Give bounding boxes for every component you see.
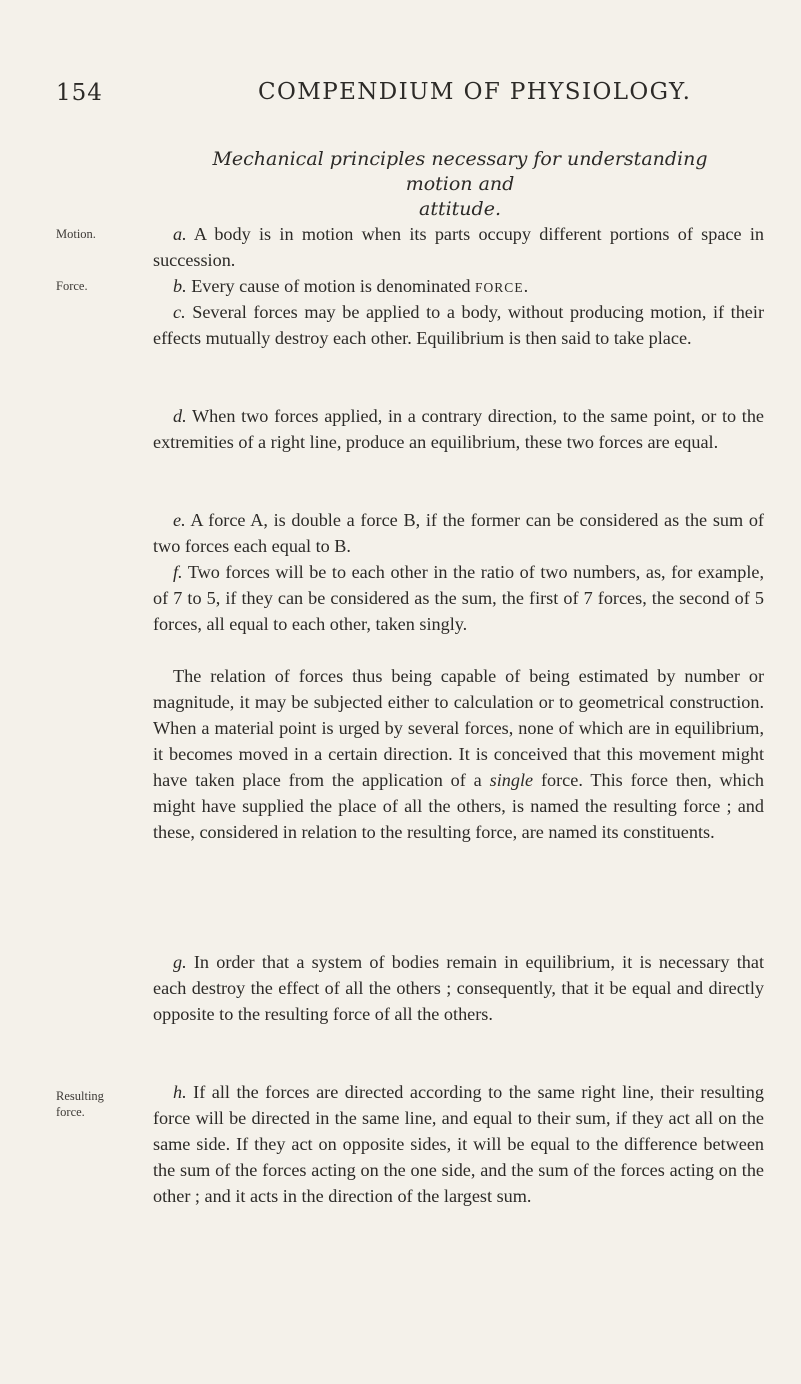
margin-note-resulting-force bbox=[56, 1088, 104, 1120]
paragraph-d bbox=[153, 403, 764, 455]
paragraph-d-label: d. bbox=[173, 406, 187, 426]
paragraph-g bbox=[153, 949, 764, 1027]
paragraph-a-label: a. bbox=[173, 224, 187, 244]
force-term: FORCE bbox=[475, 280, 524, 295]
section-title-line-2: attitude. bbox=[419, 198, 501, 220]
paragraph-h-label: h. bbox=[173, 1082, 187, 1102]
paragraph-g-text: In order that a system of bodies remain in equilibrium, it is necessary that each destroy the effect of all the others ; consequently, that it be equal and directly opposite to the resulting force of all the others. bbox=[153, 952, 764, 1024]
paragraph-c bbox=[153, 299, 764, 351]
paragraph-c-label: c. bbox=[173, 302, 186, 322]
page-number: 154 bbox=[56, 80, 103, 106]
paragraph-e-label: e. bbox=[173, 510, 186, 530]
margin-note-resulting: Resulting bbox=[56, 1089, 104, 1103]
paragraph-h bbox=[153, 1079, 764, 1209]
paragraph-g-label: g. bbox=[173, 952, 187, 972]
paragraph-d-text: When two forces applied, in a contrary direction, to the same point, or to the extremities of a right line, produce an equilibrium, these two forces are equal. bbox=[153, 406, 764, 452]
paragraph-e bbox=[153, 507, 764, 559]
paragraph-relation bbox=[153, 663, 764, 845]
section-title-line-1: Mechanical principles necessary for understanding motion and bbox=[212, 148, 708, 195]
margin-note-motion: Motion. bbox=[56, 227, 96, 241]
running-head: COMPENDIUM OF PHYSIOLOGY. bbox=[258, 79, 692, 105]
paragraph-b bbox=[153, 273, 764, 301]
paragraph-f-label: f. bbox=[173, 562, 183, 582]
paragraph-b-label: b. bbox=[173, 276, 187, 296]
single-emphasis: single bbox=[489, 770, 534, 790]
paragraph-e-text: A force A, is double a force B, if the former can be considered as the sum of two forces each equal to B. bbox=[153, 510, 764, 556]
paragraph-b-text: Every cause of motion is denominated bbox=[186, 276, 476, 296]
margin-note-force-2: force. bbox=[56, 1105, 85, 1119]
paragraph-h-text: If all the forces are directed according to the same right line, their resulting force will be directed in the same line, and equal to their sum, if they act all on the same side. If they act on opposite sides, it will be equal to the difference between the sum of the forces acting on the one side, and the sum of the forces acting on the other ; and it acts in the direction of the largest sum. bbox=[153, 1082, 764, 1206]
section-title bbox=[205, 147, 715, 222]
paragraph-b-end: . bbox=[523, 276, 529, 296]
paragraph-f bbox=[153, 559, 764, 637]
paragraph-relation-start: The relation of forces thus being capable of being estimated by number or magnitude, it may be subjected either to calculation or to geometrical construction. When a material point is urged by several forces, none of which are in equilibrium, it becomes moved in a certain direction. It is conceived that this movement might have taken place from the application of a bbox=[153, 666, 764, 790]
paragraph-f-text: Two forces will be to each other in the ratio of two numbers, as, for example, of 7 to 5, if they can be considered as the sum, the first of 7 forces, the second of 5 forces, all equal to each other, taken singly. bbox=[153, 562, 764, 634]
margin-note-force: Force. bbox=[56, 279, 88, 293]
paragraph-c-text: Several forces may be applied to a body, without producing motion, if their effects mutually destroy each other. Equilibrium is then said to take place. bbox=[153, 302, 764, 348]
paragraph-a bbox=[153, 221, 764, 273]
paragraph-relation-end: force. This force then, which might have supplied the place of all the others, is named the resulting force ; and these, considered in relation to the resulting force, are named its constituents. bbox=[153, 770, 764, 842]
paragraph-a-text: A body is in motion when its parts occupy different portions of space in succession. bbox=[153, 224, 764, 270]
